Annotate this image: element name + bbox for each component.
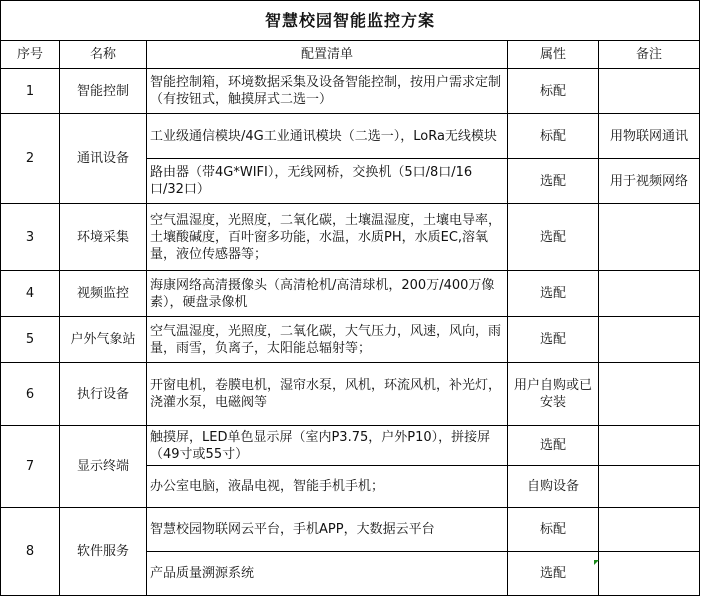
- row-config: 办公室电脑，液晶电视，智能手机手机；: [147, 466, 508, 508]
- row-name: 视频监控: [60, 271, 147, 317]
- row-attr: 选配: [508, 159, 599, 204]
- row-note: [599, 426, 700, 466]
- table-row: [1, 426, 700, 466]
- row-config: 路由器（带4G*WIFI），无线网桥，交换机（5口/8口/16口/32口）: [147, 159, 508, 204]
- table-row: [1, 114, 700, 159]
- row-config: 智能控制箱，环境数据采集及设备智能控制，按用户需求定制（有按钮式，触摸屏式二选一）: [147, 69, 508, 114]
- header-config: 配置清单: [147, 41, 508, 69]
- row-note: 用物联网通讯: [599, 114, 700, 159]
- row-config: 触摸屏，LED单色显示屏（室内P3.75，户外P10），拼接屏（49寸或55寸）: [147, 426, 508, 466]
- header-name: 名称: [60, 41, 147, 69]
- row-note: [599, 204, 700, 271]
- table-row: [1, 271, 700, 317]
- row-config: 工业级通信模块/4G工业通讯模块（二选一），LoRa无线模块: [147, 114, 508, 159]
- row-config: 智慧校园物联网云平台，手机APP，大数据云平台: [147, 508, 508, 552]
- row-note: [599, 466, 700, 508]
- row-note: [599, 552, 700, 596]
- row-name: 通讯设备: [60, 114, 147, 204]
- row-note: [599, 69, 700, 114]
- row-note: [599, 508, 700, 552]
- row-config: 空气温湿度，光照度，二氧化碳，土壤温湿度，土壤电导率，土壤酸碱度，百叶窗多功能，水温，水质PH，水质EC,溶氧量，液位传感器等；: [147, 204, 508, 271]
- row-attr: 标配: [508, 69, 599, 114]
- row-name: 智能控制: [60, 69, 147, 114]
- row-attr: 自购设备: [508, 466, 599, 508]
- row-name: 显示终端: [60, 426, 147, 508]
- row-config: 开窗电机，卷膜电机，湿帘水泵，风机，环流风机，补光灯，浇灌水泵，电磁阀等: [147, 363, 508, 426]
- row-note: [599, 271, 700, 317]
- row-note: [599, 363, 700, 426]
- row-config: 空气温湿度，光照度，二氧化碳，大气压力，风速，风向，雨量，雨雪，负离子，太阳能总辐射等；: [147, 317, 508, 363]
- row-attr: 选配: [508, 271, 599, 317]
- row-seq: 4: [1, 271, 60, 317]
- cell-comment-marker: [594, 560, 599, 565]
- table-row: [1, 204, 700, 271]
- row-seq: 5: [1, 317, 60, 363]
- row-config: 海康网络高清摄像头（高清枪机/高清球机，200万/400万像素），硬盘录像机: [147, 271, 508, 317]
- row-seq: 2: [1, 114, 60, 204]
- header-note: 备注: [599, 41, 700, 69]
- row-note: [599, 317, 700, 363]
- row-attr: 选配: [508, 552, 599, 596]
- table-row: [1, 508, 700, 552]
- row-attr: 选配: [508, 426, 599, 466]
- table-row: [1, 69, 700, 114]
- table-row: [1, 317, 700, 363]
- header-seq: 序号: [1, 41, 60, 69]
- row-seq: 3: [1, 204, 60, 271]
- row-attr: 标配: [508, 114, 599, 159]
- row-attr: 用户自购或已安装: [508, 363, 599, 426]
- row-config: 产品质量溯源系统: [147, 552, 508, 596]
- row-name: 软件服务: [60, 508, 147, 596]
- row-attr: 选配: [508, 204, 599, 271]
- row-name: 执行设备: [60, 363, 147, 426]
- row-attr: 选配: [508, 317, 599, 363]
- table-title: 智慧校园智能监控方案: [1, 1, 700, 41]
- row-seq: 7: [1, 426, 60, 508]
- table-row: [1, 363, 700, 426]
- header-attr: 属性: [508, 41, 599, 69]
- row-note: 用于视频网络: [599, 159, 700, 204]
- row-attr: 标配: [508, 508, 599, 552]
- row-seq: 1: [1, 69, 60, 114]
- row-name: 环境采集: [60, 204, 147, 271]
- row-seq: 6: [1, 363, 60, 426]
- row-seq: 8: [1, 508, 60, 596]
- row-name: 户外气象站: [60, 317, 147, 363]
